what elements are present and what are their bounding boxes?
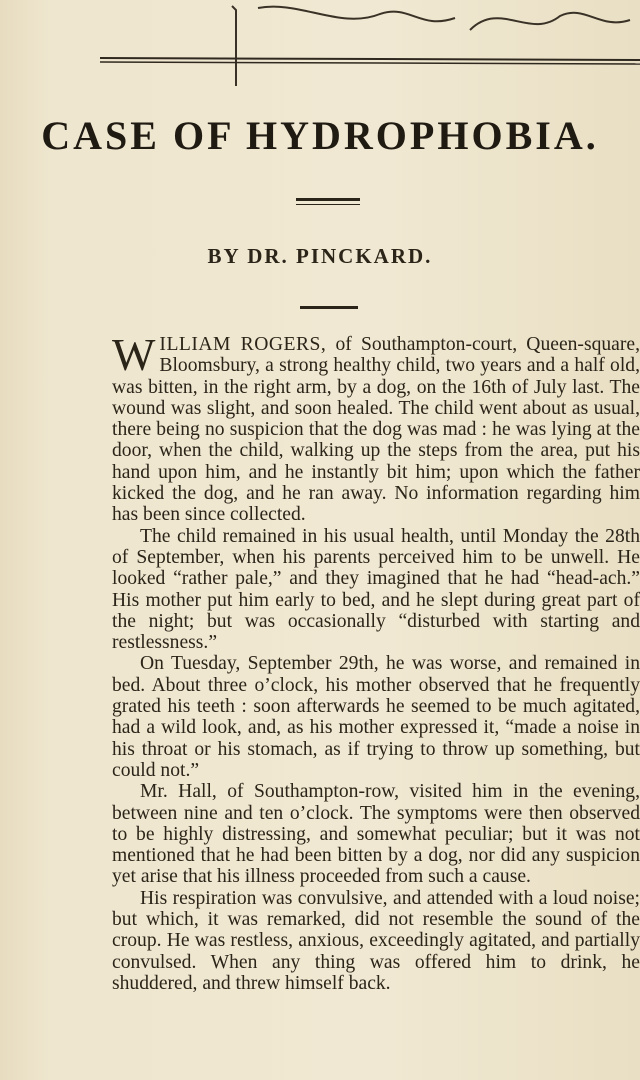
handwritten-inscription (0, 0, 640, 90)
byline-rule (300, 306, 358, 309)
paragraph-1-caps: ILLIAM ROGERS, (159, 334, 327, 355)
title-rule (296, 198, 360, 201)
paragraph-1 (112, 329, 640, 526)
title-rule-thin (296, 204, 360, 205)
paragraph-1-text: of Southampton-court, Queen-square, Bloomsbury, a strong healthy child, two years and a half old, was bitten, in the right arm, by a dog, on the 16th of July last. The wound was slight, and soon healed. The child went about as usual, there being no suspicion that the dog was mad : he was lying at the door, when the child, walking up the steps from the area, put his hand upon him, and he instantly bit him; upon which the father kicked the dog, and he ran away. No information regarding him has been since collected. (112, 334, 640, 526)
paragraph-4: Mr. Hall, of Southampton-row, visited him in the evening, between nine and ten o’clock. The symptoms were then observed to be highly distressing, and somewhat peculiar; but it was not mentioned that he had been bitten by a dog, nor did any suspicion yet arise that his illness proceeded from such a cause. (112, 781, 640, 888)
article-byline: BY DR. PINCKARD. (207, 244, 433, 268)
article-title: CASE OF HYDROPHOBIA. (41, 113, 599, 158)
drop-cap: W (112, 329, 156, 380)
paragraph-5: His respiration was convulsive, and attended with a loud noise; but which, it was remarked, did not resemble the sound of the croup. He was restless, anxious, exceedingly agitated, and partially convulsed. When any thing was offered him to drink, he shuddered, and threw himself back. (112, 887, 640, 994)
article-body (112, 329, 640, 994)
paragraph-3: On Tuesday, September 29th, he was worse, and remained in bed. About three o’clock, his mother observed that he frequently grated his teeth : soon afterwards he seemed to be much agitated, had a wild look, and, as his mother expressed it, “made a noise in his throat or his stomach, as if trying to throw up something, but could not.” (112, 653, 640, 781)
signature-strokes (0, 0, 640, 90)
paragraph-2: The child remained in his usual health, until Monday the 28th of September, when his parents perceived him to be unwell. He looked “rather pale,” and they imagined that he had “head-ach.” His mother put him early to bed, and he slept during great part of the night; but was occasionally “disturbed with starting and restlessness.” (112, 525, 640, 654)
